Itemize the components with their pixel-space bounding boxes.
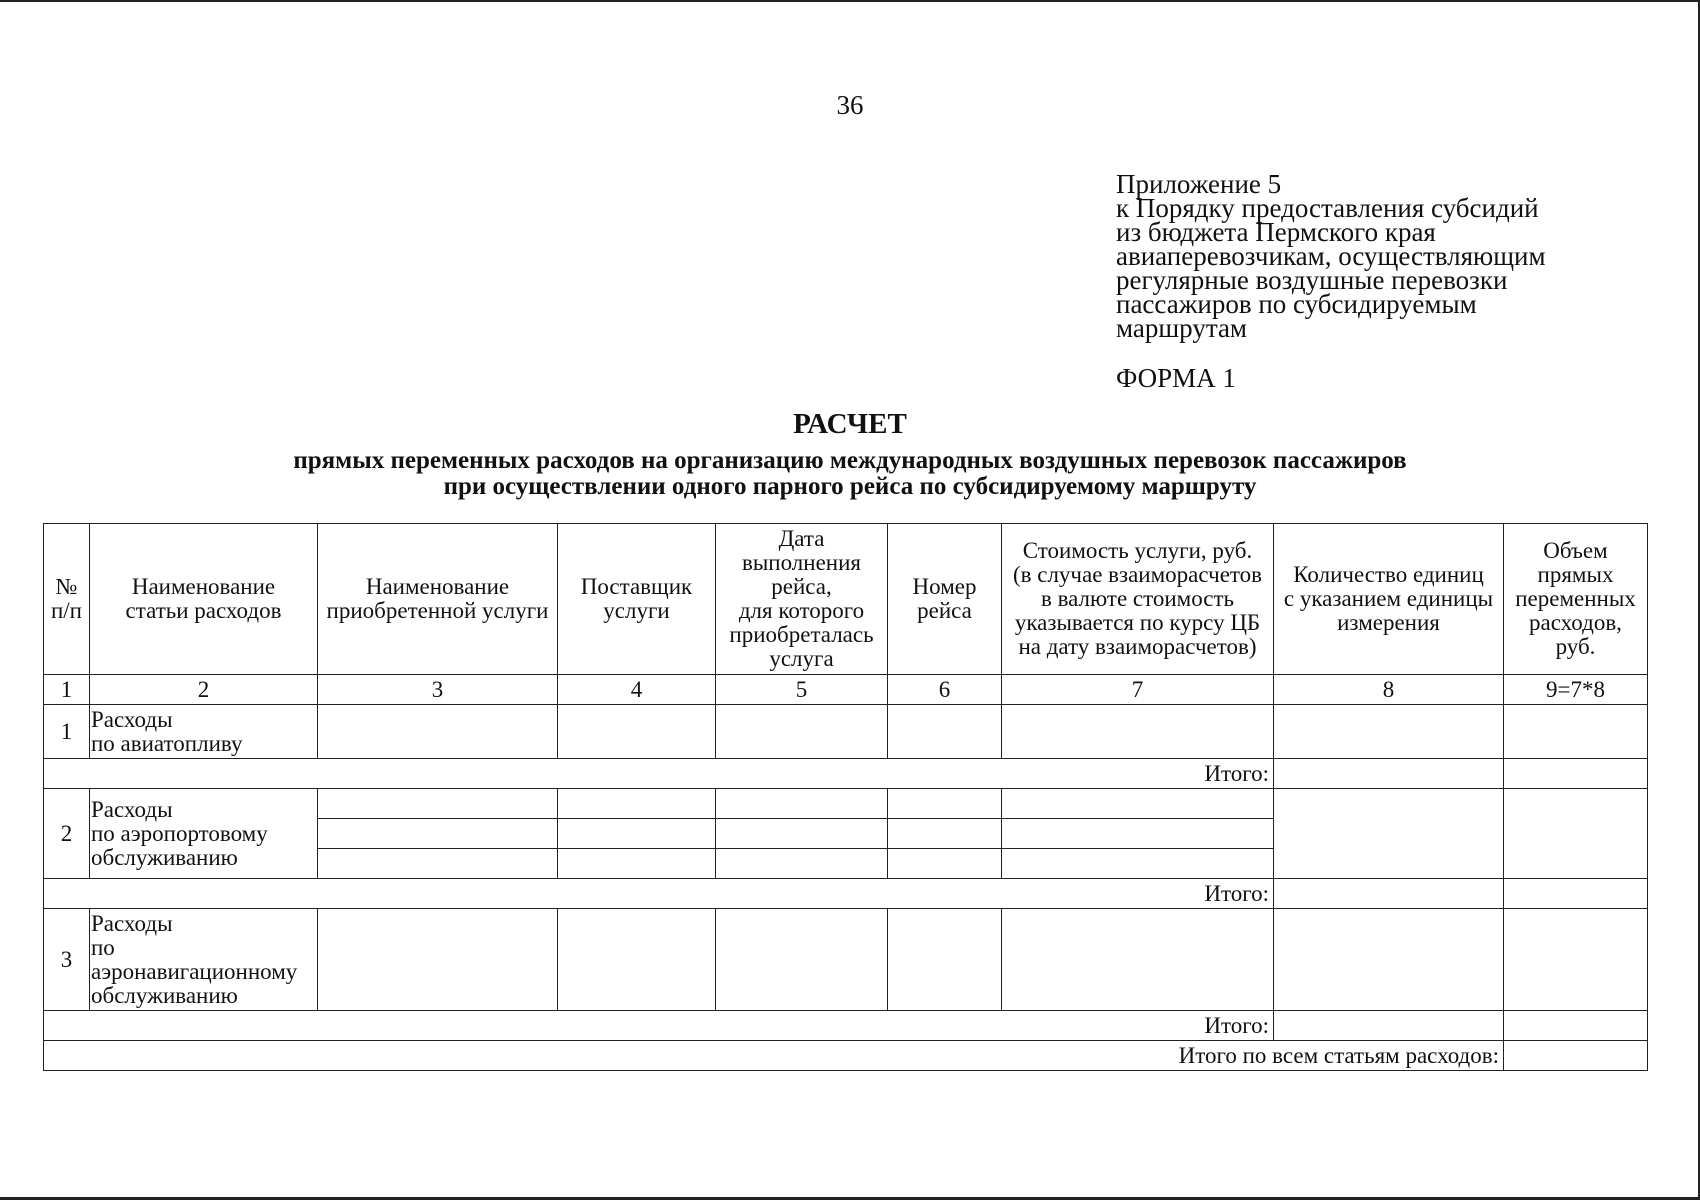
cell-supplier[interactable] <box>558 819 716 849</box>
cell-expense-volume[interactable] <box>1504 909 1648 1011</box>
cell-subtotal-volume[interactable] <box>1504 1011 1648 1041</box>
column-number-cell: 4 <box>558 675 716 705</box>
expense-item-label: Расходы по авиатопливу <box>90 705 318 759</box>
form-label: ФОРМА 1 <box>1116 363 1236 393</box>
appendix-line: регулярные воздушные перевозки <box>1116 265 1508 295</box>
header-cell-supplier: Поставщик услуги <box>558 524 716 675</box>
cell-subtotal-quantity[interactable] <box>1274 1011 1504 1041</box>
subtotal-label: Итого: <box>44 759 1274 789</box>
cell-flight-number[interactable] <box>888 849 1002 879</box>
page-number: 36 <box>836 90 864 120</box>
appendix-block <box>1116 169 1676 343</box>
header-cell-service-cost: Стоимость услуги, руб. (в случае взаиморасчетов в валюте стоимость указывается по курсу ЦБ на дату взаиморасчетов) <box>1002 524 1274 675</box>
cell-flight-number[interactable] <box>888 705 1002 759</box>
row-number: 1 <box>44 705 90 759</box>
cell-flight-number[interactable] <box>888 909 1002 1011</box>
subtotal-label: Итого: <box>44 1011 1274 1041</box>
table-row-air-navigation <box>44 909 1648 1011</box>
header-cell-unit-quantity: Количество единиц с указанием единицы измерения <box>1274 524 1504 675</box>
cell-expense-volume[interactable] <box>1504 789 1648 879</box>
subtitle-line: при осуществлении одного парного рейса по субсидируемому маршруту <box>443 473 1257 500</box>
cell-flight-date[interactable] <box>716 705 888 759</box>
cell-supplier[interactable] <box>558 909 716 1011</box>
header-cell-expense-item: Наименование статьи расходов <box>90 524 318 675</box>
cell-flight-number[interactable] <box>888 789 1002 819</box>
column-number-cell: 1 <box>44 675 90 705</box>
expense-item-label: Расходы по аэронавигационному обслуживанию <box>90 909 318 1011</box>
expense-item-label: Расходы по аэропортовому обслуживанию <box>90 789 318 879</box>
subtotal-row <box>44 879 1648 909</box>
cell-unit-quantity[interactable] <box>1274 705 1504 759</box>
cell-service-name[interactable] <box>318 909 558 1011</box>
column-number-cell: 3 <box>318 675 558 705</box>
cell-service-name[interactable] <box>318 789 558 819</box>
appendix-line: Приложение 5 <box>1116 169 1282 199</box>
cell-flight-date[interactable] <box>716 789 888 819</box>
cell-flight-number[interactable] <box>888 819 1002 849</box>
cell-service-name[interactable] <box>318 849 558 879</box>
appendix-line: пассажиров по субсидируемым <box>1116 289 1477 319</box>
appendix-line: маршрутам <box>1116 313 1248 343</box>
cell-subtotal-volume[interactable] <box>1504 759 1648 789</box>
column-number-cell: 5 <box>716 675 888 705</box>
column-number-cell: 7 <box>1002 675 1274 705</box>
cell-flight-date[interactable] <box>716 849 888 879</box>
grand-total-row <box>44 1041 1648 1071</box>
cell-supplier[interactable] <box>558 789 716 819</box>
cell-service-cost[interactable] <box>1002 705 1274 759</box>
cell-unit-quantity[interactable] <box>1274 909 1504 1011</box>
appendix-line: из бюджета Пермского края <box>1116 217 1436 247</box>
document-subtitle <box>0 448 1700 500</box>
cell-service-name[interactable] <box>318 819 558 849</box>
header-cell-flight-date: Дата выполнения рейса, для которого приобреталась услуга <box>716 524 888 675</box>
header-row <box>44 524 1648 675</box>
header-cell-expense-volume: Объем прямых переменных расходов, руб. <box>1504 524 1648 675</box>
cell-flight-date[interactable] <box>716 909 888 1011</box>
table-row-fuel <box>44 705 1648 759</box>
column-number-cell: 8 <box>1274 675 1504 705</box>
column-number-row <box>44 675 1648 705</box>
row-number: 2 <box>44 789 90 879</box>
column-number-cell: 2 <box>90 675 318 705</box>
column-number-cell: 6 <box>888 675 1002 705</box>
cell-flight-date[interactable] <box>716 819 888 849</box>
page-border-top <box>0 0 1700 2</box>
subtotal-label: Итого: <box>44 879 1274 909</box>
row-number: 3 <box>44 909 90 1011</box>
cell-supplier[interactable] <box>558 849 716 879</box>
cell-subtotal-quantity[interactable] <box>1274 879 1504 909</box>
header-cell-service-name: Наименование приобретенной услуги <box>318 524 558 675</box>
calculation-table <box>43 523 1648 1071</box>
cell-service-cost[interactable] <box>1002 819 1274 849</box>
appendix-line: к Порядку предоставления субсидий <box>1116 193 1539 223</box>
cell-unit-quantity[interactable] <box>1274 789 1504 879</box>
cell-subtotal-volume[interactable] <box>1504 879 1648 909</box>
cell-service-name[interactable] <box>318 705 558 759</box>
grand-total-label: Итого по всем статьям расходов: <box>44 1041 1504 1071</box>
header-cell-flight-number: Номер рейса <box>888 524 1002 675</box>
cell-service-cost[interactable] <box>1002 909 1274 1011</box>
cell-service-cost[interactable] <box>1002 789 1274 819</box>
appendix-line: авиаперевозчикам, осуществляющим <box>1116 241 1546 271</box>
document-title: РАСЧЕТ <box>793 408 907 440</box>
cell-grand-total[interactable] <box>1504 1041 1648 1071</box>
cell-subtotal-quantity[interactable] <box>1274 759 1504 789</box>
subtotal-row <box>44 759 1648 789</box>
column-number-cell: 9=7*8 <box>1504 675 1648 705</box>
subtotal-row <box>44 1011 1648 1041</box>
cell-service-cost[interactable] <box>1002 849 1274 879</box>
header-cell-number: № п/п <box>44 524 90 675</box>
cell-expense-volume[interactable] <box>1504 705 1648 759</box>
cell-supplier[interactable] <box>558 705 716 759</box>
table-row-airport <box>44 789 1648 819</box>
subtitle-line: прямых переменных расходов на организацию международных воздушных перевозок пассажиров <box>293 447 1407 474</box>
